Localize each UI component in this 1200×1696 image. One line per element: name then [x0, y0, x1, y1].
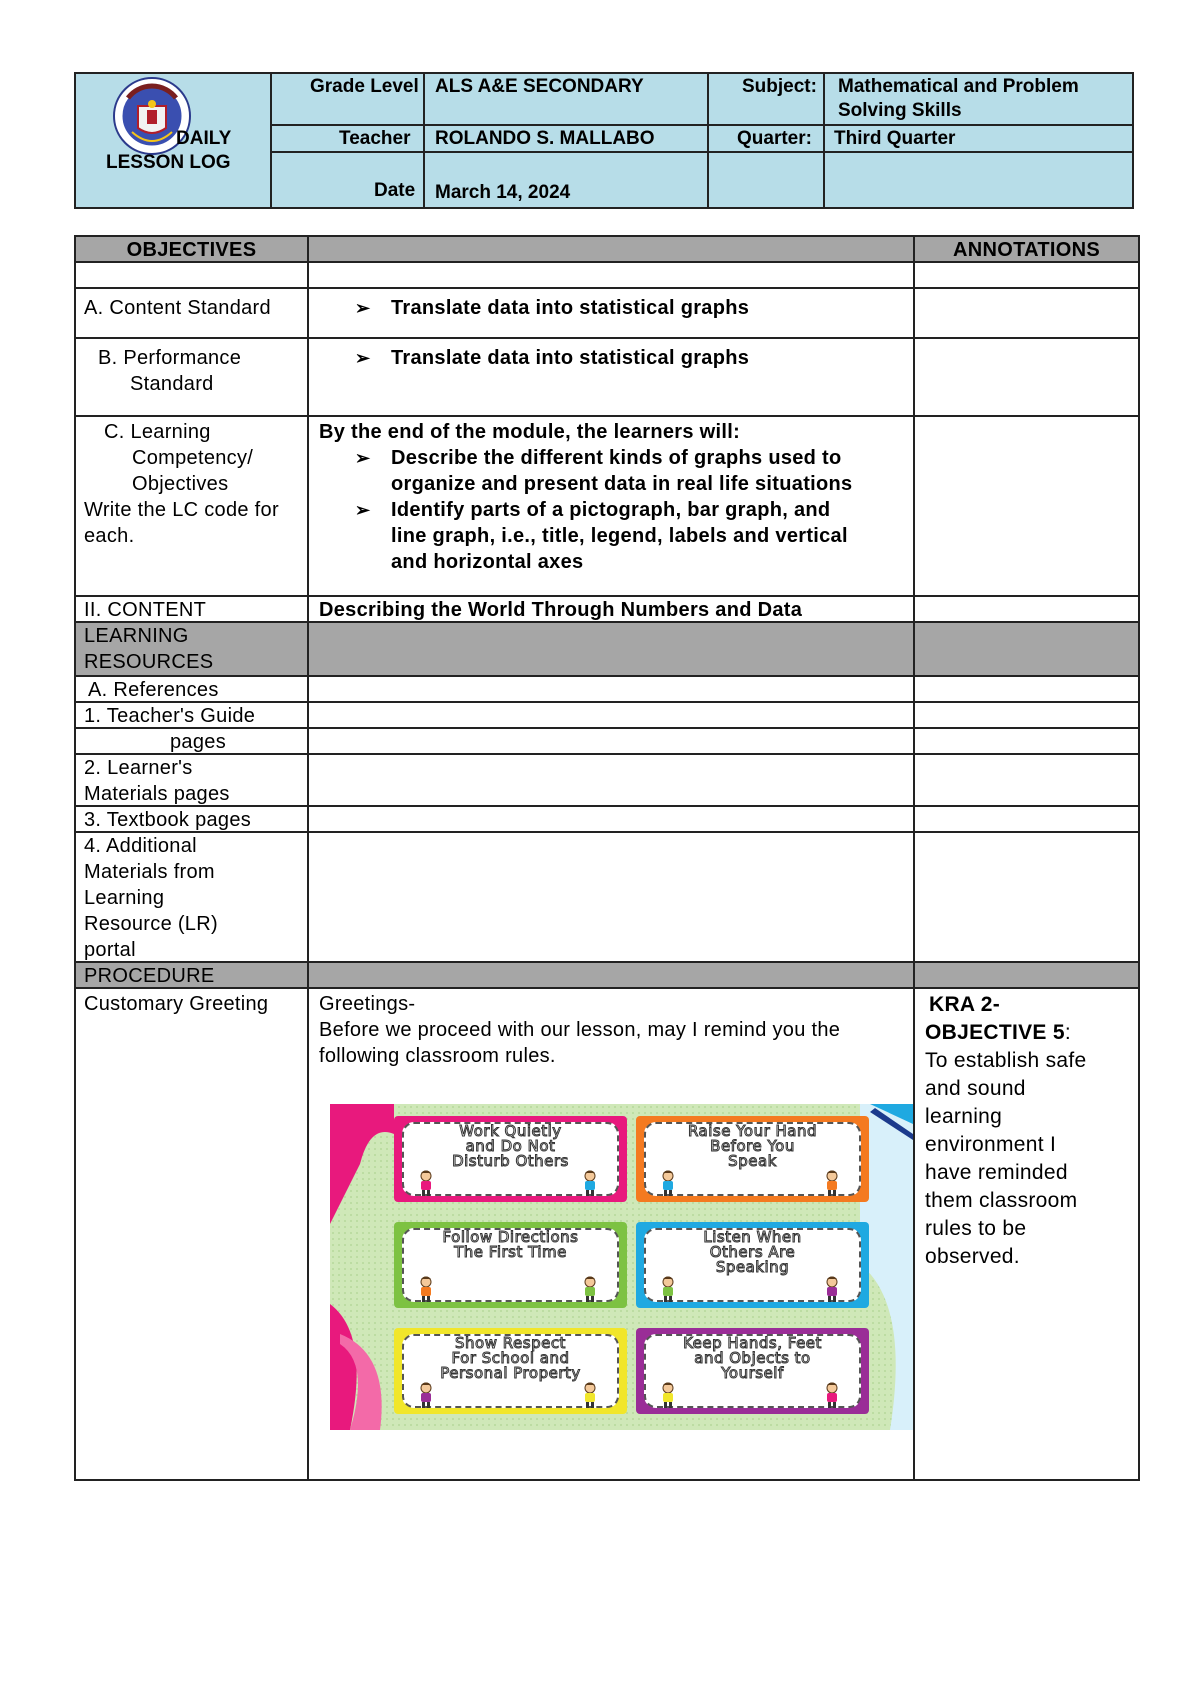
table-row	[76, 289, 1138, 339]
teachers-guide-pages-label: pages	[76, 729, 309, 753]
table-row	[76, 703, 1138, 729]
additional-materials-label: 4. Additional Materials from Learning Resource (LR) portal	[76, 833, 309, 961]
subject-value-line1: Mathematical and Problem	[838, 76, 1079, 97]
list-item: ➢ Describe the different kinds of graphs used to organize and present data in real life situations	[319, 445, 903, 497]
table-row	[76, 807, 1138, 833]
rule-text	[408, 1124, 613, 1169]
rule-card	[394, 1222, 627, 1308]
grade-level-label: Grade Level	[310, 76, 419, 97]
child-figure-icon	[580, 1382, 600, 1408]
greeting-body-2: following classroom rules.	[319, 1045, 556, 1067]
rule-card	[636, 1328, 869, 1414]
rule-text-line: Others Are	[709, 1243, 796, 1261]
content-label: II. CONTENT	[76, 597, 309, 621]
arrow-bullet-icon: ➢	[355, 348, 371, 368]
table-row	[76, 755, 1138, 807]
annotations-header: ANNOTATIONS	[953, 239, 1100, 261]
child-figure-icon	[658, 1382, 678, 1408]
table-row	[76, 729, 1138, 755]
learning-resources-label: LEARNING RESOURCES	[76, 623, 309, 675]
list-item: ➢ Translate data into statistical graphs	[319, 295, 903, 321]
table-header-row	[76, 237, 1138, 263]
table-row	[76, 677, 1138, 703]
title-daily: DAILY	[176, 128, 232, 149]
rule-card	[394, 1328, 627, 1414]
greeting-body-1: Before we proceed with our lesson, may I remind you the	[319, 1019, 841, 1041]
rule-text-line: Follow Directions	[442, 1228, 579, 1246]
rule-text-line: Before You	[710, 1137, 795, 1155]
rule-card	[636, 1222, 869, 1308]
table-row	[76, 989, 1138, 1479]
divider	[270, 124, 1132, 126]
rule-text-line: Raise Your Hand	[687, 1122, 818, 1140]
rule-text-line: For School and	[451, 1349, 570, 1367]
rule-text	[650, 1124, 855, 1169]
rule-text	[650, 1230, 855, 1275]
table-row	[76, 623, 1138, 677]
performance-standard-label: B. Performance Standard	[76, 339, 309, 415]
rule-text-line: Work Quietly	[459, 1122, 562, 1140]
rule-text-line: Keep Hands, Feet	[683, 1334, 822, 1352]
learning-competency-label: C. Learning Competency/ Objectives Write the LC code for each.	[76, 417, 309, 595]
divider	[707, 74, 709, 207]
arrow-bullet-icon: ➢	[355, 448, 371, 468]
learners-materials-label: 2. Learner's Materials pages	[76, 755, 309, 805]
header-table	[74, 72, 1134, 209]
table-row	[76, 597, 1138, 623]
greeting-title: Greetings-	[319, 993, 416, 1015]
arrow-bullet-icon: ➢	[355, 500, 371, 520]
title-lesson-log: LESSON LOG	[106, 152, 231, 173]
divider	[270, 151, 1132, 153]
procedure-label: PROCEDURE	[76, 963, 309, 987]
content-standard-label: A. Content Standard	[76, 289, 309, 337]
table-row	[76, 263, 1138, 289]
rule-card	[636, 1116, 869, 1202]
rule-text	[408, 1230, 613, 1260]
rule-text-line: and Objects to	[694, 1349, 811, 1367]
textbook-pages-label: 3. Textbook pages	[76, 807, 309, 831]
child-figure-icon	[822, 1170, 842, 1196]
table-row	[76, 963, 1138, 989]
references-label: A. References	[76, 677, 309, 701]
child-figure-icon	[822, 1382, 842, 1408]
rule-text-line: and Do Not	[465, 1137, 556, 1155]
date-label: Date	[374, 180, 416, 201]
divider	[270, 74, 272, 207]
objectives-header: OBJECTIVES	[76, 237, 309, 261]
lesson-table	[74, 235, 1140, 1481]
rule-text-line: Personal Property	[440, 1364, 581, 1382]
child-figure-icon	[658, 1276, 678, 1302]
table-row	[76, 833, 1138, 963]
teacher-value: ROLANDO S. MALLABO	[435, 128, 655, 149]
annotation-kra: KRA 2- OBJECTIVE 5: To establish safe and sound learning environment I have reminded them classroom rules to be observed.	[925, 993, 1087, 1268]
arrow-bullet-icon: ➢	[355, 298, 371, 318]
customary-greeting-label: Customary Greeting	[76, 989, 309, 1479]
rule-text-line: Listen When	[703, 1228, 802, 1246]
child-figure-icon	[416, 1276, 436, 1302]
header-blank	[309, 237, 915, 261]
date-value: March 14, 2024	[435, 182, 571, 203]
rule-text	[650, 1336, 855, 1381]
lc-intro: By the end of the module, the learners will:	[319, 421, 741, 443]
subject-label: Subject:	[742, 76, 817, 97]
rule-text-line: Disturb Others	[452, 1152, 569, 1170]
classroom-rules-poster	[330, 1104, 913, 1430]
list-item: ➢ Identify parts of a pictograph, bar graph, and line graph, i.e., title, legend, labels and vertical and horizontal axes	[319, 497, 903, 575]
content-value: Describing the World Through Numbers and Data	[309, 597, 915, 621]
child-figure-icon	[416, 1170, 436, 1196]
quarter-value: Third Quarter	[834, 128, 956, 149]
child-figure-icon	[416, 1382, 436, 1408]
rule-text-line: Show Respect	[455, 1334, 566, 1352]
child-figure-icon	[658, 1170, 678, 1196]
rule-text-line: The First Time	[454, 1243, 567, 1261]
quarter-label: Quarter:	[737, 128, 812, 149]
rule-text-line: Speak	[728, 1152, 777, 1170]
table-row	[76, 339, 1138, 417]
rule-card	[394, 1116, 627, 1202]
divider	[823, 74, 825, 207]
divider	[423, 74, 425, 207]
grade-level-value: ALS A&E SECONDARY	[435, 76, 644, 97]
rule-text-line: Speaking	[715, 1258, 790, 1276]
child-figure-icon	[580, 1276, 600, 1302]
teacher-label: Teacher	[339, 128, 411, 149]
list-item: ➢ Translate data into statistical graphs	[319, 345, 903, 371]
rule-text-line: Yourself	[721, 1364, 784, 1382]
child-figure-icon	[580, 1170, 600, 1196]
teachers-guide-label: 1. Teacher's Guide	[76, 703, 309, 727]
subject-value-line2: Solving Skills	[838, 100, 962, 121]
rule-text	[408, 1336, 613, 1381]
child-figure-icon	[822, 1276, 842, 1302]
table-row	[76, 417, 1138, 597]
